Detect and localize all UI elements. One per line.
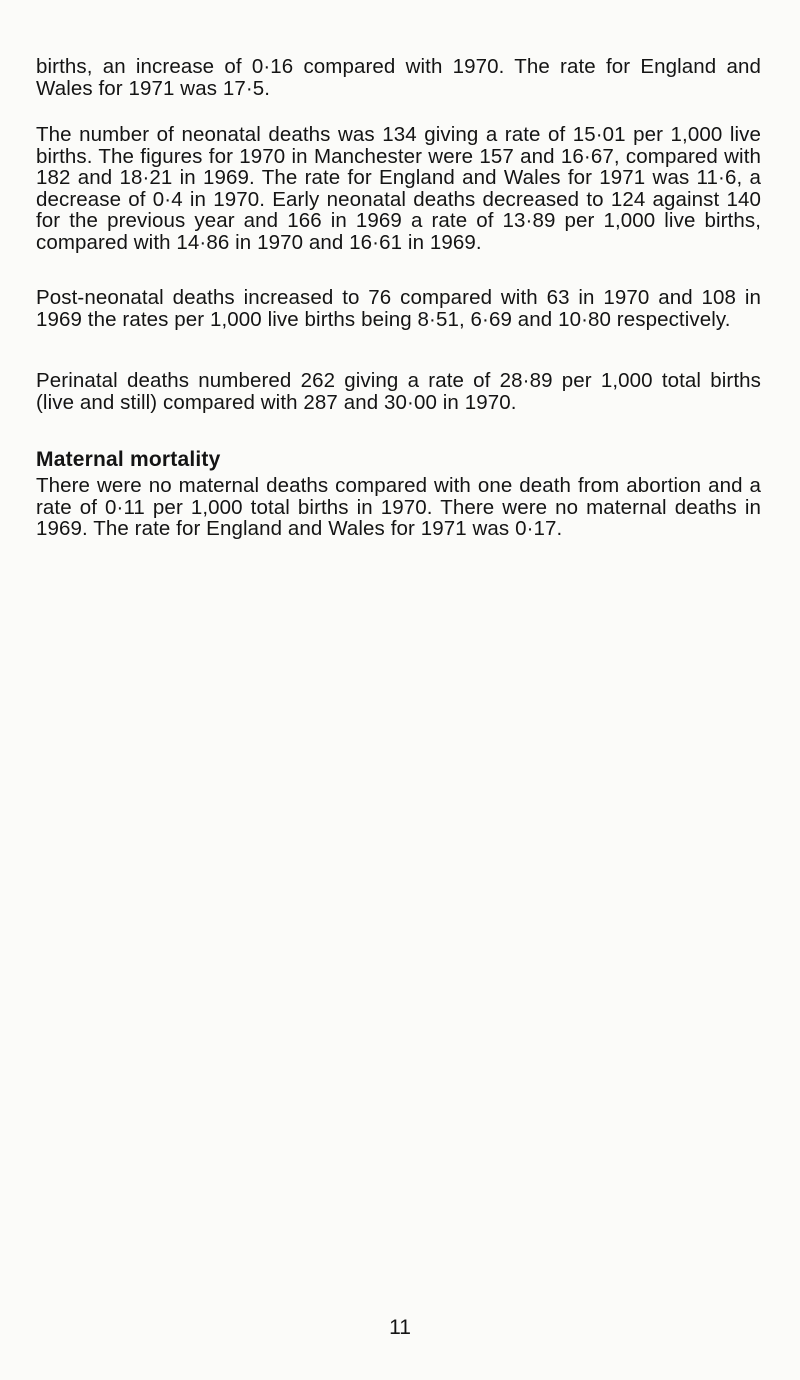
page-number: 11 — [389, 1316, 411, 1339]
section-heading-maternal-mortality: Maternal mortality — [36, 448, 221, 471]
paragraph-perinatal-deaths: Perinatal deaths numbered 262 giving a rate of 28·89 per 1,000 total births (live and still) compared with 287 and 30·00 in 1970. — [36, 369, 761, 414]
paragraph-births-increase: births, an increase of 0·16 compared with 1970. The rate for England and Wales for 1971 was 17·5. — [36, 55, 761, 100]
paragraph-neonatal-deaths: The number of neonatal deaths was 134 giving a rate of 15·01 per 1,000 live births. The figures for 1970 in Manchester were 157 and 16·67, compared with 182 and 18·21 in 1969. The rate for England and Wales for 1971 was 11·6, a decrease of 0·4 in 1970. Early neonatal deaths decreased to 124 against 140 for the previous year and 166 in 1969 a rate of 13·89 per 1,000 live births, compared with 14·86 in 1970 and 16·61 in 1969. — [36, 123, 761, 254]
paragraph-post-neonatal-deaths: Post-neonatal deaths increased to 76 compared with 63 in 1970 and 108 in 1969 the rates per 1,000 live births being 8·51, 6·69 and 10·80 respectively. — [36, 286, 761, 331]
paragraph-maternal-mortality: There were no maternal deaths compared with one death from abortion and a rate of 0·11 per 1,000 total births in 1970. There were no maternal deaths in 1969. The rate for England and Wales for 1971 was 0·17. — [36, 474, 761, 541]
